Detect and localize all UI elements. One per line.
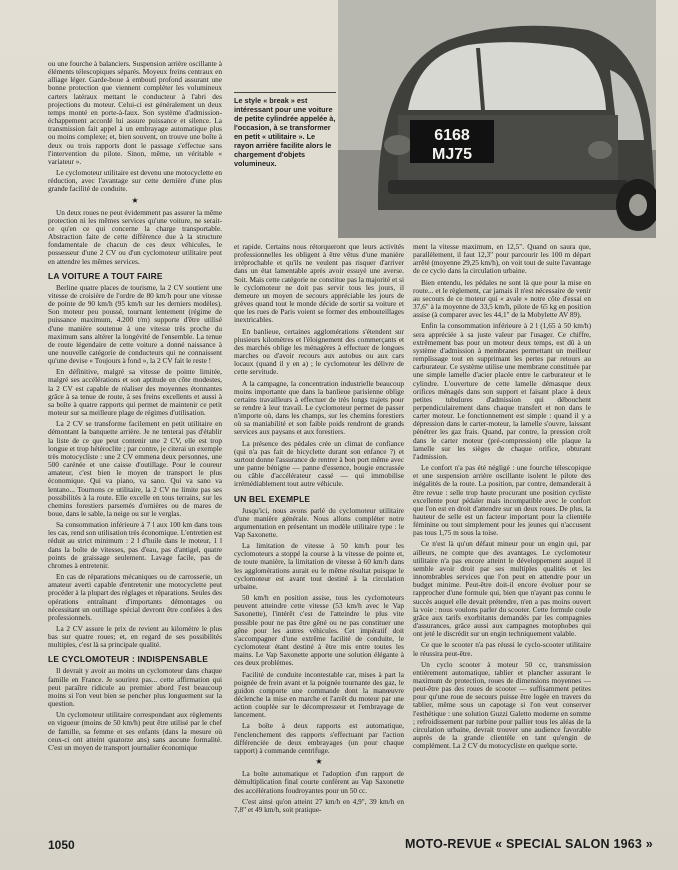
paragraph: Ce n'est là qu'un défaut mineur pour un engin qui, par ailleurs, ne compte que des avantages. Le cyclomoteur utilitaire n'a pas encore atteint le développement auquel il semble avoir droit par ses multiples qualités et les innombrables services que l'on peut en attendre pour un budget minime. Peut-être doit-il encore évoluer pour se rapprocher d'une formule qui, bien que n'ayant pas connu le succès auquel elle devait prétendre, n'en a pas moins ouvert la voie : nous voulons parler du scooter. Cette formule coule grâce aux tarifs exorbitants demandés par les compagnies d'assurances, grâce aussi aux campagnes motophobes qui ont jeté le discrédit sur un engin techniquement valable. <box>413 539 591 639</box>
plate-number-bottom: MJ75 <box>431 146 473 163</box>
paragraph: Il devrait y avoir au moins un cyclomoteur dans chaque famille en France. Je sourirez pas... cette affirmation qui peut paraître ridicule au premier abord l'est beaucoup moins si l'on veut bien se pencher plus longuement sur la question. <box>48 666 222 709</box>
bumper <box>388 180 628 194</box>
car-illustration <box>338 0 656 238</box>
running-footer-title: MOTO-REVUE « SPECIAL SALON 1963 » <box>405 837 653 851</box>
paragraph: Le confort n'a pas été négligé : une fourche télescopique et une suspension arrière oscillante isolent le pilote des inégalités de la route. La position, par contre, demanderait à être revue : selle trop haute procurant une position cycliste excellente pour pédaler mais incompatible avec le confort que l'on est en droit d'attendre sur un deux roues. De plus, la hauteur de selle est un facteur important pour la clientèle féminine ou tout simplement pour les jeunes qui n'accusent pas tous 1,75 m sous la toise. <box>413 463 591 538</box>
paragraph: La boîte à deux rapports est automatique, l'enclenchement des rapports s'effectuant par l'action différenciée de deux embrayages (un pour chaque rapport) à commande centrifuge. <box>234 721 404 755</box>
section-heading: LA VOITURE A TOUT FAIRE <box>48 270 163 281</box>
photo-caption <box>234 92 336 234</box>
paragraph: et rapide. Certains nous rétorqueront que leurs activités professionnelles les obligent à être vêtus d'une manière irréprochable et qu'ils ne veulent pas risquer d'arriver dans un état lamentable après avoir essuyé une averse. Soit. Mais cette catégorie ne constitue pas la majorité et si le cyclomoteur ne doit pas servir tous les jours, il demeure un moyen de secours appréciable les jours de grèves quand tout le monde décide de sortir sa voiture et que les rues de Paris voient se former des embouteillages inextricables. <box>234 243 404 325</box>
paragraph: La limitation de vitesse à 50 km/h pour les cyclomoteurs a stoppé la course à la vitesse de pointe et, de toute manière, la limitation de vitesse à 60 km/h dans les agglomérations aurait eu le même résultat puisque le cyclomoteur est avant tout destiné à la circulation urbaine. <box>234 541 404 591</box>
plate-number-top: 6168 <box>434 127 470 144</box>
paragraph: La 2 CV assure le prix de revient au kilomètre le plus bas sur quatre roues; et, en regard de ses possibilités multiples, c'est là sa principale qualité. <box>48 624 222 650</box>
star-separator: ★ <box>315 757 323 767</box>
paragraph: 50 km/h en position assise, tous les cyclomoteurs peuvent atteindre cette vitesse (53 km/h avec le Vap Saxonette), l'intérêt c'est de l'atteindre le plus vite possible pour ne pas être gêné ou ne pas constituer une gêne pour les autres véhicules. Cet impératif doit s'accompagner d'une extrême facilité de conduite, le cyclomoteur étant destiné à être mis entre toutes les mains. Le Vap Saxonette apporte une solution élégante à ces deux problèmes. <box>234 593 404 668</box>
paragraph: Un cyclomoteur utilitaire correspondant aux règlements en vigueur (moins de 50 km/h) peut être utilisé par le chef de famille, sa femme et ses enfants (dans la mesure où ceux-ci ont atteint quatorze ans) sans aucune formalité. C'est un moyen de transport journalier économique <box>48 710 222 752</box>
paragraph: La boîte automatique et l'adoption d'un rapport de démultiplication final courte confèrent au Vap Saxonette des accélérations foudroyantes pour un 50 cc. <box>234 769 404 795</box>
paragraph: ou une fourche à balanciers. Suspension arrière oscillante à éléments télescopiques séparés. Moyeux freins centraux en alliage léger. Garde-boue à emboutí profond assurant une bonne protection que viennent compléter les volumineux carters latéraux mettant le conducteur à l'abri des projections du moteur. Celui-ci est généralement un deux temps monté en porte-à-faux. Son système d'admission-échappement accordé lui assure puissance et silence. La transmission fait appel à un embrayage automatique plus ou moins complexe; et, bien souvent, on trouve une boîte à deux ou trois rapports dont le passage s'effectue sans l'intervention du pilote. Sinon, même, un véritable « variateur ». <box>48 60 222 166</box>
paragraph: La 2 CV se transforme facilement en petit utilitaire en démontant la banquette arrière. Je ne tenterai pas d'établir la liste de ce que peut contenir une 2 CV, elle est trop longue et trop hétéroclite ; par contre, je citerai un exemple très motocycliste : une 2 CV emmena deux personnes, une 500 carénée et une caisse d'outillage. Pour le coureur amateur, c'est bien le moyen de transport le plus économique. Qui va piano, va sano. Qui va sano va lentano... Tournons ce utilitaire, la 2 CV ne limite pas ses possibilités à la route. Elle excelle en tous terrains, sur les chemins forestiers parsemés d'ornières ou de mares de boue, dans le sable, la neige ou sur le verglas. <box>48 419 222 518</box>
paragraph: ment la vitesse maximum, en 12,5". Quand on saura que, parallèlement, il faut 12,3" pour parcourir les 100 m départ arrêté (moyenne 29,25 km/h), on voit tout de suite l'avantage de ce cyclo dans la circulation urbaine. <box>413 243 591 276</box>
paragraph: A la campagne, la concentration industrielle beaucoup moins importante que dans la banlieue parisienne oblige certains travailleurs à effectuer de très longs trajets pour se rendre à leur travail. Le cyclomoteur permet de passer n'importe où, dans les champs, sur les chemins forestiers où sa maniabilité et son faible poids rendront de grands services aux paysans et aux forestiers. <box>234 378 404 437</box>
text-column-1 <box>48 60 222 830</box>
paragraph: Ce que le scooter n'a pas réussi le cyclo-scooter utilitaire le réussira peut-être. <box>413 640 591 658</box>
paragraph: Bien entendu, les pédales ne sont là que pour la mise en route... et le règlement, car jamais il n'est nécessaire de venir au secours de ce moteur qui « avale » notre côte d'essai en 37,6" à la moyenne de 33,5 km/h, pilote de 65 kg en position assise (à comparer avec les 44,1" de la Mobylette AV 89). <box>413 277 591 320</box>
paragraph: Facilité de conduite incontestable car, mises à part la poignée de frein avant et la poignée tournante des gaz, le guidon comporte une commande dont la manœuvre déclenche la mise en marche et l'arrêt du moteur par une action couplée sur le décompresseur et l'embrayage de lancement. <box>234 669 404 720</box>
star-separator: ★ <box>131 195 139 205</box>
paragraph: En cas de réparations mécaniques ou de carrosserie, un amateur averti capable d'entretenir une motocyclette peut procéder à la plupart des réglages et réparations. Seules des opérations entraînant d'importants démontages ou nécessitant un outillage spécial devront être confiées à des professionnels. <box>48 572 222 622</box>
caption-text: Le style « break » est intéressant pour une voiture de petite cylindrée appelée à, l'occasion, à se transformer en petit « utilitaire ». Le rayon arrière facilite alors le chargement d'objets volumineux. <box>234 96 336 168</box>
section-heading: UN BEL EXEMPLE <box>234 493 311 504</box>
paragraph: Le cyclomoteur utilitaire est devenu une motocyclette en réduction, avec l'avantage sur cette dernière d'une plus grande facilité de conduite. <box>48 168 222 194</box>
section-heading: LE CYCLOMOTEUR : INDISPENSABLE <box>48 654 209 665</box>
paragraph: Un deux roues ne peut évidemment pas assurer la même protection ni les mêmes services qu'une voiture, ne serait-ce qu'en ce qui concerne la charge transportable. Abstraction faite de cette différence due à la structure fondamentale de chacun de ces deux véhicules, le possesseur d'une 2 CV ou d'un cyclomoteur utilitaire peut en attendre les mêmes services. <box>48 207 222 266</box>
paragraph: En banlieue, certaines agglomérations s'étendent sur plusieurs kilomètres et l'éloignement des commerçants et des marchés oblige les ménagères à effectuer de longues marches ou d'avoir recours aux autobus ou aux cars locaux (quand il y en a) ; le cyclomoteur les délivre de cette servitude. <box>234 326 404 377</box>
caption-rule <box>234 92 336 93</box>
paragraph: Sa consommation inférieure à 7 l aux 100 km dans tous les cas, rend son utilisation très économique. L'entretien est réduit au strict minimum : 2 l d'huile dans le moteur, 1 l dans la boîte de vitesses, pas d'eau, pas d'antigel, quatre points de graissage seulement. Lavage facile, pas de chromes à entretenir. <box>48 520 222 570</box>
paragraph: En définitive, malgré sa vitesse de pointe limitée, malgré ses accélérations et son aptitude en côte modestes, la 2 CV est capable de réaliser des moyennes étonnantes grâce à sa tenue de route, à ses freins excellents et aussi à sa boîte à quatre rapports qui permet de maintenir ce petit moteur sur sa meilleure plage de régimes d'utilisation. <box>48 367 222 418</box>
page-number: 1050 <box>48 838 75 852</box>
text-column-2 <box>234 243 404 835</box>
paragraph: Un cyclo scooter à moteur 50 cc, transmission entièrement automatique, tablier et plancher assurant le maximum de protection, roues de dimensions moyennes — peut-être pas des roues de scooter — suffisamment petites pour qu'une roue de secours puisse être logée en travers du tablier, même sous un capotage si l'on veut conserver l'esthétique : une solution Guzzi Galetto moderne en somme ; refroidissement par turbine pour pallier tous les aléas de la circulation urbaine, devrait trouver une audience favorable auprès de la grande clientèle en tant qu'engin de complément. La 2 CV du motocycliste en quelque sorte. <box>413 659 591 751</box>
paragraph: Enfin la consommation inférieure à 2 l (1,65 à 50 km/h) sera appréciée à sa juste valeur par l'usager. Ce chiffre, extrêmement bas pour un moteur deux temps, est dû à un système d'admission à membranes permettant un meilleur remplissage tout en supprimant les pertes par retours au carburateur. Ce système utilise une membrane constituée par une simple lamelle d'acier placée entre le carburateur et le cylindre. L'ouverture de cette lamelle démasque deux orifices ménagés dans son support et faisant place à deux petites tubulures d'admission qui débouchent perpendiculairement dans chaque transfert et non dans le carter moteur. Le fonctionnement est simple : quand il y a dépression dans le carter-moteur, la lamelle s'ouvre, laissant pénétrer les gaz frais. Quand, par contre, la pression croît dans le carter moteur (pré-compression) elle plaque la lamelle sur les sièges de chaque orifice, obturant l'admission. <box>413 321 591 461</box>
paragraph: Berline quatre places de tourisme, la 2 CV soutient une vitesse de croisière de l'ordre de 80 km/h pour une vitesse de pointe de 90 km/h (95 km/h sur les derniers modèles). Son moteur peu poussé, tournant lentement (régime de puissance maximum, 4.200 t/m) supporte d'être utilisé d'une manière soutenue à une vitesse très proche du maximum sans altérer la longévité de l'ensemble. La tenue de route légendaire de cette voiture a donné naissance à une nouvelle catégorie de conducteurs qui ne connaissent qu'une devise « Toujours à fond », la 2 CV fait le reste ! <box>48 282 222 366</box>
paragraph: Jusqu'ici, nous avons parlé du cyclomoteur utilitaire d'une manière générale. Nous allons compléter notre argumentation en présentant un modèle utilitaire type : le Vap Saxonette. <box>234 505 404 539</box>
paragraph: La présence des pédales crée un climat de confiance (qui n'a pas fait de bicyclette durant son enfance ?) et surtout donne l'assurance de rentrer à bon port même avec une panne bénigne — panne d'essence, bougie encrassée ou câble d'accélérateur cassé — qui immobilise irrémédiablement tout autre véhicule. <box>234 438 404 489</box>
text-column-3 <box>413 243 591 835</box>
car-rear-photo <box>338 0 656 238</box>
paragraph: C'est ainsi qu'on atteint 27 km/h en 4,9", 39 km/h en 7,8" et 49 km/h, soit pratique- <box>234 796 404 814</box>
